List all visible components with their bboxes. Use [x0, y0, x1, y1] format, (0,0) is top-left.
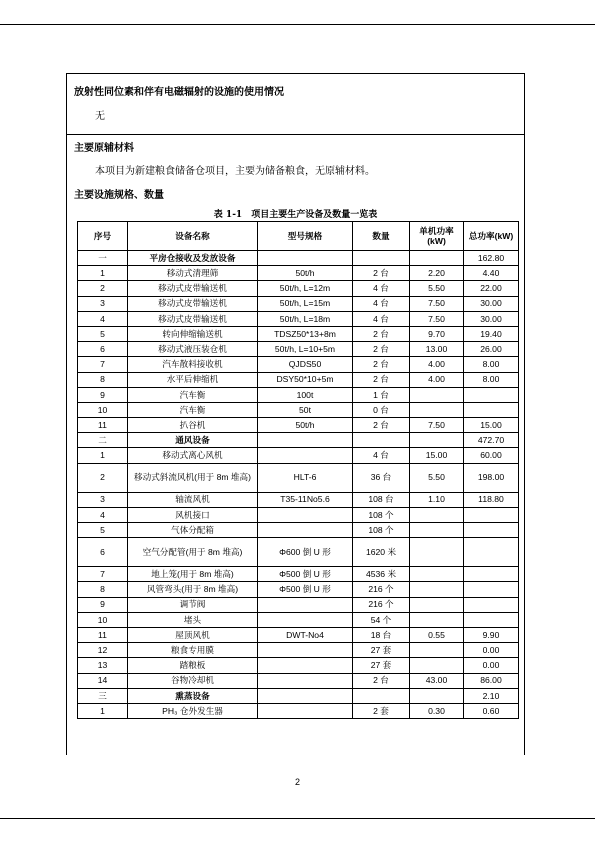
row-no-cell: 7 [78, 357, 128, 372]
quantity-cell: 2 台 [353, 357, 410, 372]
section-body-materials: 本项目为新建粮食储备仓项目，主要为储备粮食，无原辅材料。 [95, 166, 375, 177]
quantity-cell: 2 台 [353, 372, 410, 387]
header-cell-no: 序号 [78, 222, 128, 251]
table-row [78, 402, 519, 417]
model-spec-cell [258, 643, 353, 658]
unit-power-cell [410, 538, 464, 567]
total-power-cell: 30.00 [464, 311, 519, 326]
model-spec-cell: 50t/h, L=15m [258, 296, 353, 311]
table-row [78, 597, 519, 612]
model-spec-cell: T35-11No5.6 [258, 492, 353, 507]
row-no-cell: 1 [78, 266, 128, 281]
row-no-cell: 8 [78, 582, 128, 597]
total-power-cell: 86.00 [464, 673, 519, 688]
total-power-cell: 162.80 [464, 251, 519, 266]
table-row [78, 658, 519, 673]
equipment-name-cell: 移动式皮带输送机 [128, 296, 258, 311]
unit-power-cell [410, 523, 464, 538]
table-category-row [78, 433, 519, 448]
section-body-radiation: 无 [95, 111, 105, 122]
total-power-cell: 26.00 [464, 342, 519, 357]
quantity-cell: 1620 米 [353, 538, 410, 567]
total-power-cell [464, 597, 519, 612]
unit-power-cell: 7.50 [410, 418, 464, 433]
equipment-name-cell: 移动式离心风机 [128, 448, 258, 463]
equipment-name-cell: 屋顶风机 [128, 627, 258, 642]
model-spec-cell [258, 612, 353, 627]
quantity-cell: 4 台 [353, 311, 410, 326]
unit-power-cell [410, 658, 464, 673]
model-spec-cell [258, 523, 353, 538]
equipment-name-cell: 气体分配箱 [128, 523, 258, 538]
unit-power-cell: 15.00 [410, 448, 464, 463]
model-spec-cell: Φ500 倒 U 形 [258, 582, 353, 597]
total-power-cell [464, 402, 519, 417]
equipment-name-cell: 地上笼(用于 8m 堆高) [128, 567, 258, 582]
equipment-name-cell: 汽车散料接收机 [128, 357, 258, 372]
total-power-cell: 22.00 [464, 281, 519, 296]
row-no-cell: 1 [78, 448, 128, 463]
quantity-cell: 36 台 [353, 463, 410, 492]
unit-power-cell [410, 597, 464, 612]
model-spec-cell [258, 507, 353, 522]
total-power-cell: 9.90 [464, 627, 519, 642]
row-no-cell: 8 [78, 372, 128, 387]
quantity-cell: 2 台 [353, 673, 410, 688]
model-spec-cell: HLT-6 [258, 463, 353, 492]
row-no-cell: 2 [78, 463, 128, 492]
total-power-cell: 198.00 [464, 463, 519, 492]
row-no-cell: 14 [78, 673, 128, 688]
header-cell-qty: 数量 [353, 222, 410, 251]
model-spec-cell: 50t/h, L=12m [258, 281, 353, 296]
equipment-name-cell: 轴流风机 [128, 492, 258, 507]
table-row [78, 507, 519, 522]
table-row [78, 582, 519, 597]
model-spec-cell: 50t/h [258, 266, 353, 281]
quantity-cell: 216 个 [353, 582, 410, 597]
model-spec-cell [258, 658, 353, 673]
unit-power-cell: 1.10 [410, 492, 464, 507]
unit-power-cell [410, 643, 464, 658]
table-row [78, 311, 519, 326]
equipment-name-cell: 风管弯头(用于 8m 堆高) [128, 582, 258, 597]
row-no-cell: 3 [78, 492, 128, 507]
total-power-cell: 0.00 [464, 658, 519, 673]
quantity-cell: 2 套 [353, 703, 410, 718]
unit-power-cell: 13.00 [410, 342, 464, 357]
table-row [78, 387, 519, 402]
equipment-name-cell: 移动式斜流风机(用于 8m 堆高) [128, 463, 258, 492]
section-title-materials: 主要原辅材料 [74, 143, 134, 154]
unit-power-cell: 5.50 [410, 463, 464, 492]
quantity-cell: 54 个 [353, 612, 410, 627]
equipment-name-cell: PH₃ 仓外发生器 [128, 703, 258, 718]
quantity-cell: 2 台 [353, 266, 410, 281]
total-power-cell: 15.00 [464, 418, 519, 433]
total-power-cell: 118.80 [464, 492, 519, 507]
table-row [78, 523, 519, 538]
total-power-cell: 60.00 [464, 448, 519, 463]
model-spec-cell [258, 688, 353, 703]
equipment-name-cell: 平房仓接收及发放设备 [128, 251, 258, 266]
row-no-cell: 11 [78, 418, 128, 433]
quantity-cell: 4 台 [353, 296, 410, 311]
unit-power-cell [410, 612, 464, 627]
quantity-cell [353, 433, 410, 448]
equipment-table [77, 221, 519, 719]
table-row [78, 627, 519, 642]
table-row [78, 266, 519, 281]
row-no-cell: 11 [78, 627, 128, 642]
table-row [78, 357, 519, 372]
model-spec-cell [258, 448, 353, 463]
total-power-cell [464, 538, 519, 567]
total-power-cell [464, 582, 519, 597]
quantity-cell: 2 台 [353, 418, 410, 433]
unit-power-cell [410, 582, 464, 597]
quantity-cell: 27 套 [353, 643, 410, 658]
table-row [78, 643, 519, 658]
unit-power-cell: 7.50 [410, 296, 464, 311]
unit-power-cell [410, 251, 464, 266]
model-spec-cell [258, 433, 353, 448]
section-title-facilities: 主要设施规格、数量 [74, 190, 164, 201]
model-spec-cell [258, 251, 353, 266]
unit-power-cell [410, 567, 464, 582]
header-rule [0, 24, 595, 25]
total-power-cell [464, 387, 519, 402]
model-spec-cell [258, 597, 353, 612]
equipment-name-cell: 移动式液压装仓机 [128, 342, 258, 357]
total-power-cell: 19.40 [464, 326, 519, 341]
total-power-cell: 2.10 [464, 688, 519, 703]
quantity-cell: 216 个 [353, 597, 410, 612]
table-row [78, 463, 519, 492]
table-row [78, 538, 519, 567]
unit-power-cell: 43.00 [410, 673, 464, 688]
equipment-name-cell: 空气分配管(用于 8m 堆高) [128, 538, 258, 567]
equipment-name-cell: 移动式皮带输送机 [128, 281, 258, 296]
row-no-cell: 6 [78, 342, 128, 357]
quantity-cell: 1 台 [353, 387, 410, 402]
quantity-cell: 2 台 [353, 342, 410, 357]
unit-power-cell [410, 688, 464, 703]
quantity-cell [353, 251, 410, 266]
row-no-cell: 13 [78, 658, 128, 673]
unit-power-cell: 0.55 [410, 627, 464, 642]
equipment-name-cell: 移动式皮带输送机 [128, 311, 258, 326]
unit-power-cell: 4.00 [410, 357, 464, 372]
unit-power-cell: 0.30 [410, 703, 464, 718]
quantity-cell: 4 台 [353, 448, 410, 463]
table-row [78, 418, 519, 433]
model-spec-cell: 50t [258, 402, 353, 417]
model-spec-cell: QJDS50 [258, 357, 353, 372]
unit-power-cell [410, 387, 464, 402]
quantity-cell: 0 台 [353, 402, 410, 417]
total-power-cell: 30.00 [464, 296, 519, 311]
equipment-name-cell: 汽车衡 [128, 402, 258, 417]
equipment-name-cell: 汽车衡 [128, 387, 258, 402]
section-divider [67, 134, 524, 135]
table-row [78, 703, 519, 718]
quantity-cell: 4536 米 [353, 567, 410, 582]
row-no-cell: 10 [78, 402, 128, 417]
model-spec-cell: 50t/h [258, 418, 353, 433]
model-spec-cell: 100t [258, 387, 353, 402]
unit-power-cell [410, 433, 464, 448]
total-power-cell [464, 523, 519, 538]
table-header-row [78, 222, 519, 251]
section-title-radiation: 放射性同位素和伴有电磁辐射的设施的使用情况 [74, 87, 284, 98]
total-power-cell: 472.70 [464, 433, 519, 448]
model-spec-cell: Φ500 倒 U 形 [258, 567, 353, 582]
row-no-cell: 2 [78, 281, 128, 296]
quantity-cell: 18 台 [353, 627, 410, 642]
equipment-name-cell: 转向伸缩输送机 [128, 326, 258, 341]
model-spec-cell: 50t/h, L=18m [258, 311, 353, 326]
model-spec-cell: Φ600 倒 U 形 [258, 538, 353, 567]
model-spec-cell: 50t/h, L=10+5m [258, 342, 353, 357]
total-power-cell [464, 567, 519, 582]
total-power-cell: 8.00 [464, 357, 519, 372]
quantity-cell: 4 台 [353, 281, 410, 296]
model-spec-cell [258, 703, 353, 718]
row-no-cell: 一 [78, 251, 128, 266]
quantity-cell: 108 个 [353, 507, 410, 522]
model-spec-cell: TDSZ50*13+8m [258, 326, 353, 341]
table-row [78, 281, 519, 296]
table-category-row [78, 251, 519, 266]
total-power-cell [464, 612, 519, 627]
total-power-cell [464, 507, 519, 522]
equipment-name-cell: 堵头 [128, 612, 258, 627]
unit-power-cell: 7.50 [410, 311, 464, 326]
unit-power-cell [410, 402, 464, 417]
total-power-cell: 4.40 [464, 266, 519, 281]
equipment-name-cell: 扒谷机 [128, 418, 258, 433]
row-no-cell: 7 [78, 567, 128, 582]
equipment-name-cell: 熏蒸设备 [128, 688, 258, 703]
table-row [78, 326, 519, 341]
unit-power-cell: 2.20 [410, 266, 464, 281]
unit-power-cell: 5.50 [410, 281, 464, 296]
unit-power-cell: 9.70 [410, 326, 464, 341]
row-no-cell: 9 [78, 387, 128, 402]
quantity-cell: 108 个 [353, 523, 410, 538]
footer-rule [0, 818, 595, 819]
header-cell-name: 设备名称 [128, 222, 258, 251]
page-number: 2 [294, 777, 300, 787]
row-no-cell: 12 [78, 643, 128, 658]
row-no-cell: 二 [78, 433, 128, 448]
row-no-cell: 4 [78, 507, 128, 522]
row-no-cell: 9 [78, 597, 128, 612]
row-no-cell: 5 [78, 523, 128, 538]
table-row [78, 342, 519, 357]
equipment-name-cell: 风机接口 [128, 507, 258, 522]
row-no-cell: 4 [78, 311, 128, 326]
table-category-row [78, 688, 519, 703]
quantity-cell: 27 套 [353, 658, 410, 673]
header-cell-unit-power: 单机功率(kW) [410, 222, 464, 251]
table-row [78, 567, 519, 582]
table-caption: 表 1-1 项目主要生产设备及数量一览表 [213, 210, 378, 220]
equipment-name-cell: 调节阀 [128, 597, 258, 612]
table-row [78, 448, 519, 463]
equipment-name-cell: 水平后伸缩机 [128, 372, 258, 387]
model-spec-cell [258, 673, 353, 688]
row-no-cell: 6 [78, 538, 128, 567]
total-power-cell: 0.60 [464, 703, 519, 718]
row-no-cell: 10 [78, 612, 128, 627]
equipment-name-cell: 踏粮板 [128, 658, 258, 673]
row-no-cell: 三 [78, 688, 128, 703]
total-power-cell: 8.00 [464, 372, 519, 387]
quantity-cell: 108 台 [353, 492, 410, 507]
total-power-cell: 0.00 [464, 643, 519, 658]
header-cell-total-power: 总功率(kW) [464, 222, 519, 251]
unit-power-cell [410, 507, 464, 522]
row-no-cell: 5 [78, 326, 128, 341]
quantity-cell [353, 688, 410, 703]
table-row [78, 296, 519, 311]
equipment-name-cell: 粮食专用膜 [128, 643, 258, 658]
quantity-cell: 2 台 [353, 326, 410, 341]
equipment-name-cell: 移动式清理筛 [128, 266, 258, 281]
row-no-cell: 3 [78, 296, 128, 311]
header-cell-model: 型号规格 [258, 222, 353, 251]
table-row [78, 372, 519, 387]
model-spec-cell: DWT-No4 [258, 627, 353, 642]
row-no-cell: 1 [78, 703, 128, 718]
equipment-name-cell: 通风设备 [128, 433, 258, 448]
table-row [78, 492, 519, 507]
table-row [78, 612, 519, 627]
equipment-name-cell: 谷物冷却机 [128, 673, 258, 688]
table-row [78, 673, 519, 688]
model-spec-cell: DSY50*10+5m [258, 372, 353, 387]
unit-power-cell: 4.00 [410, 372, 464, 387]
